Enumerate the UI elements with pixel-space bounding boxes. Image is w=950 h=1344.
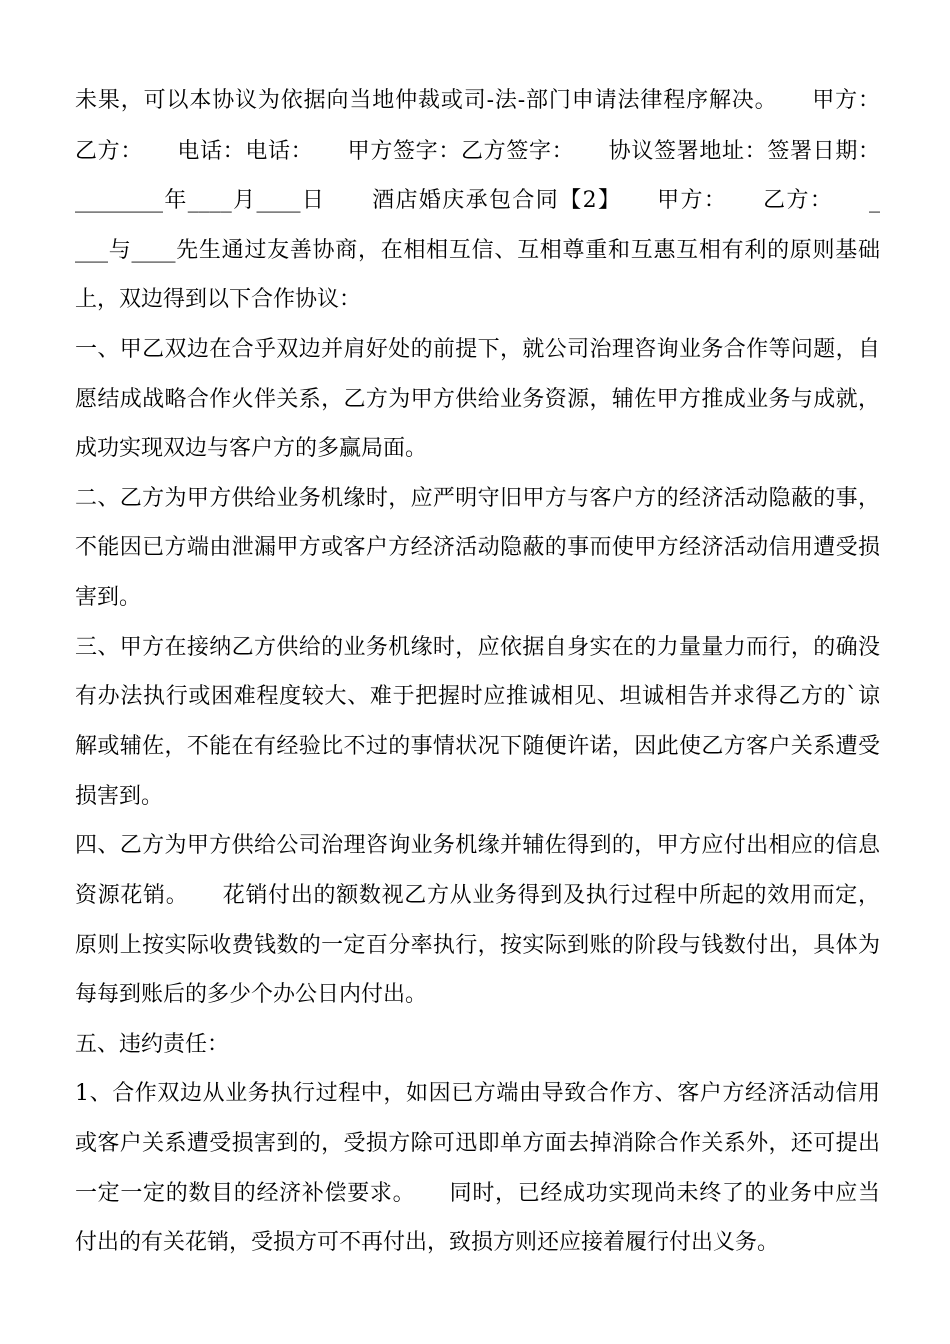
text-line: 解或辅佐，不能在有经验比不过的事情状况下随便许诺，因此使乙方客户关系遭受 xyxy=(75,734,880,759)
text-line: 付出的有关花销，受损方可不再付出，致损方则还应接着履行付出义务。 xyxy=(75,1230,780,1255)
text-line: 四、乙方为甲方供给公司治理咨询业务机缘并辅佐得到的，甲方应付出相应的信息 xyxy=(75,833,880,858)
text-line: 原则上按实际收费钱数的一定百分率执行，按实际到账的阶段与钱数付出，具体为 xyxy=(75,933,880,958)
text-line: 成功实现双边与客户方的多赢局面。 xyxy=(75,436,428,461)
text-line: 1、合作双边从业务执行过程中，如因已方端由导致合作方、客户方经济活动信用 xyxy=(75,1081,880,1106)
text-line: 害到。 xyxy=(75,585,142,610)
text-line: 一定一定的数目的经济补偿要求。 同时，已经成功实现尚未终了的业务中应当 xyxy=(75,1181,880,1206)
section-heading: 五、违约责任： xyxy=(75,1032,230,1057)
text-line: 有办法执行或困难程度较大、难于把握时应推诚相见、坦诚相告并求得乙方的`谅 xyxy=(75,684,880,709)
text-line: 乙方： 电话：电话： 甲方签字：乙方签字： 协议签署地址：签署日期： xyxy=(75,139,880,164)
text-line: 损害到。 xyxy=(75,784,164,809)
text-line: 上，双边得到以下合作协议： xyxy=(75,287,362,312)
text-line: 资源花销。 花销付出的额数视乙方从业务得到及执行过程中所起的效用而定， xyxy=(75,883,880,908)
text-line: 未果，可以本协议为依据向当地仲裁或司-法-部门申请法律程序解决。 甲方： xyxy=(75,88,880,113)
text-line: ___与____先生通过友善协商，在相相互信、互相尊重和互惠互相有利的原则基础 xyxy=(75,238,880,263)
text-line: 三、甲方在接纳乙方供给的业务机缘时，应依据自身实在的力量量力而行，的确没 xyxy=(75,635,880,660)
text-line: 每每到账后的多少个办公日内付出。 xyxy=(75,982,428,1007)
text-line: ________年____月____日 酒店婚庆承包合同【2】 甲方： 乙方： _ xyxy=(75,188,880,213)
text-line: 或客户关系遭受损害到的，受损方除可迅即单方面去掉消除合作关系外，还可提出 xyxy=(75,1131,880,1156)
text-line: 一、甲乙双边在合乎双边并肩好处的前提下，就公司治理咨询业务合作等问题，自 xyxy=(75,337,880,362)
text-line: 二、乙方为甲方供给业务机缘时，应严明守旧甲方与客户方的经济活动隐蔽的事， xyxy=(75,486,880,511)
text-line: 愿结成战略合作火伴关系，乙方为甲方供给业务资源，辅佐甲方推成业务与成就， xyxy=(75,387,880,412)
text-line: 不能因已方端由泄漏甲方或客户方经济活动隐蔽的事而使甲方经济活动信用遭受损 xyxy=(75,535,880,560)
